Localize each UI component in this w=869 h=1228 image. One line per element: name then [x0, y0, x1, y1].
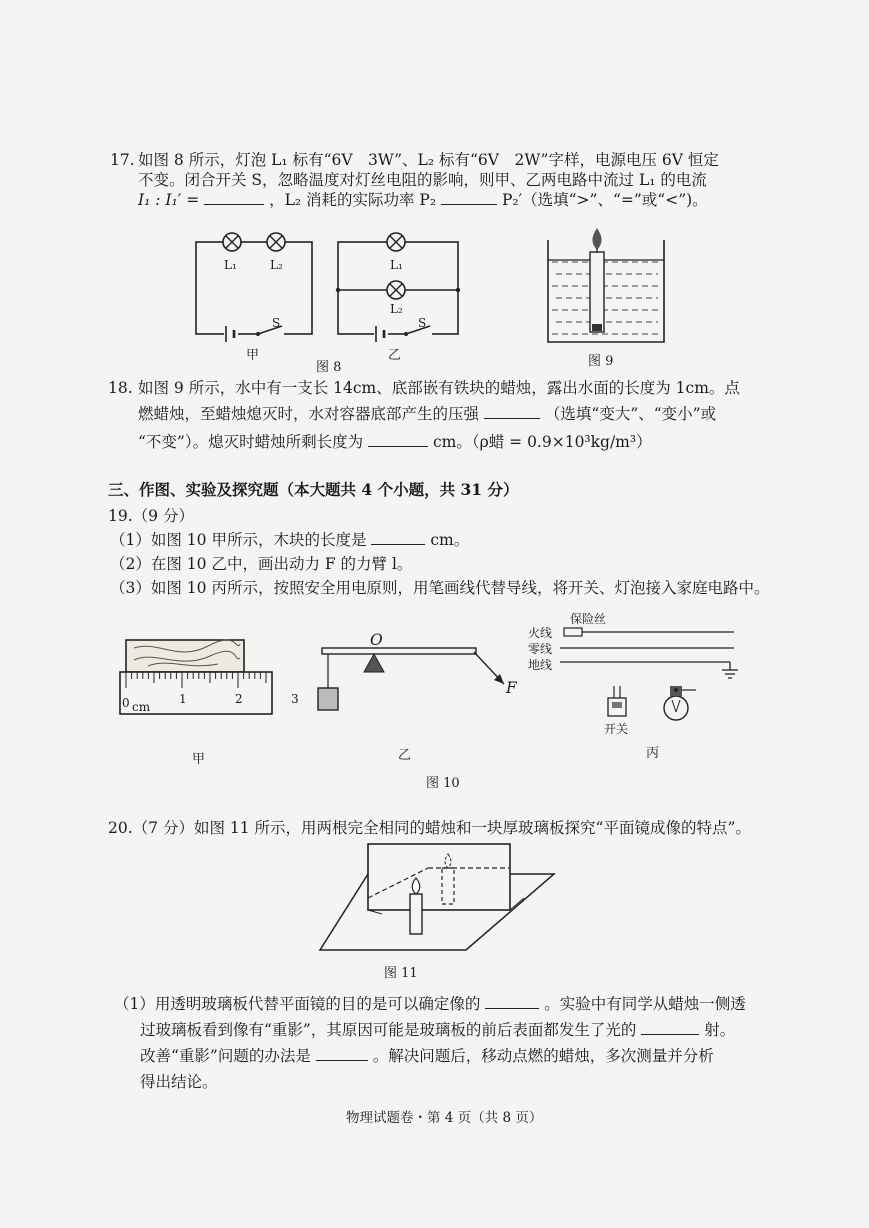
q20-1-line1-tail: 。实验中有同学从蜡烛一侧透	[544, 995, 746, 1013]
ruler-3-minus: 2	[235, 692, 243, 706]
q17-line1: 如图 8 所示，灯泡 L₁ 标有“6V 3W”、L₂ 标有“6V 2W”字样，电源电压 6V 恒定	[138, 151, 719, 169]
q20-1-line2	[140, 1020, 735, 1040]
fig8-jia-l2: L₂	[270, 258, 283, 272]
q17-number: 17.	[110, 151, 135, 169]
q19-blank-length[interactable]	[371, 530, 425, 545]
fig8-yi-l2: L₂	[390, 302, 403, 316]
ruler-3: 3	[291, 692, 299, 706]
fig8-yi-s: S	[418, 316, 427, 330]
q17-choice-hint: P₂′（选填“>”、“=”或“<”)。	[501, 191, 708, 209]
fig10-yi: 乙	[398, 748, 412, 763]
q17-power-label: ，L₂ 消耗的实际功率 P₂	[269, 191, 437, 209]
fig8-yi-label: 乙	[388, 348, 402, 363]
q19-part1	[110, 530, 469, 550]
q20-1-line3-text: 改善“重影”问题的办法是	[140, 1047, 311, 1065]
ruler-unit: cm	[132, 700, 151, 714]
q20-intro: 20.（7 分）如图 11 所示，用两根完全相同的蜡烛和一块厚玻璃板探究“平面镜成像的特点”。	[108, 819, 751, 837]
fig8-yi-l1: L₁	[390, 258, 403, 272]
fig8-jia-s: S	[272, 316, 281, 330]
q20-1-line3-tail: 。解决问题后，移动点燃的蜡烛，多次测量并分析	[372, 1047, 714, 1065]
q20-blank-image[interactable]	[485, 994, 539, 1009]
fig11-caption: 图 11	[384, 966, 418, 981]
q20-1-line2-tail: 射。	[704, 1021, 736, 1039]
q18-number: 18.	[108, 379, 133, 397]
fig8-circuit-yi	[334, 230, 464, 350]
fig10-jia: 甲	[192, 752, 206, 767]
q19-part1-unit: cm。	[430, 531, 470, 549]
q20-1-line4: 得出结论。	[140, 1073, 218, 1091]
q19-number: 19.（9 分）	[108, 507, 194, 525]
fig11-mirror-setup	[318, 840, 558, 958]
q20-1-line1	[114, 994, 746, 1014]
q17-line3	[138, 190, 708, 210]
neutral-wire-label: 零线	[528, 642, 553, 656]
q17-ratio-label: I₁ : I₁′ =	[138, 191, 200, 209]
q18-line3-text: “不变”）。熄灭时蜡烛所剩长度为	[138, 433, 364, 451]
q20-1-line2-text: 过玻璃板看到像有“重影”，其原因可能是玻璃板的前后表面都发生了光的	[140, 1021, 637, 1039]
fig8-jia-label: 甲	[246, 348, 260, 363]
q18-line2	[138, 404, 716, 424]
ruler-0: 0	[122, 696, 130, 710]
q19-part1-text: （1）如图 10 甲所示，木块的长度是	[110, 531, 367, 549]
page-footer: 物理试题卷・第 4 页（共 8 页）	[346, 1110, 543, 1126]
fig10-bing: 丙	[646, 746, 660, 761]
q18-line3	[138, 432, 652, 452]
q19-part3: （3）如图 10 丙所示，按照安全用电原则，用笔画线代替导线，将开关、灯泡接入家庭电路中。	[110, 579, 770, 597]
fig9-candle-container	[546, 224, 666, 344]
fig10-household-circuit	[560, 616, 750, 740]
q17-blank-ratio[interactable]	[204, 190, 264, 205]
q20-blank-reflection[interactable]	[641, 1020, 699, 1035]
q17-line2: 不变。闭合开关 S，忽略温度对灯丝电阻的影响，则甲、乙两电路中流过 L₁ 的电流	[138, 171, 707, 189]
q18-blank-pressure[interactable]	[484, 404, 540, 419]
q20-1-line1-text: （1）用透明玻璃板代替平面镜的目的是可以确定像的	[114, 995, 481, 1013]
fig10-lever	[310, 638, 520, 728]
q18-blank-length[interactable]	[368, 432, 428, 447]
fuse-label: 保险丝	[570, 612, 607, 626]
lever-force-f: F	[506, 679, 517, 697]
switch-label: 开关	[604, 722, 629, 736]
fig10-caption: 图 10	[426, 776, 460, 791]
ruler-1: 1	[179, 692, 187, 706]
q18-line2-hint: （选填“变大”、“变小”或	[544, 405, 717, 423]
q18-line1: 如图 9 所示，水中有一支长 14cm、底部嵌有铁块的蜡烛，露出水面的长度为 1cm。点	[138, 379, 740, 397]
fig8-jia-l1: L₁	[224, 258, 237, 272]
fig8-circuit-jia	[190, 230, 320, 350]
q20-blank-method[interactable]	[316, 1046, 368, 1061]
ground-wire-label: 地线	[528, 658, 553, 672]
q17-blank-compare[interactable]	[441, 190, 497, 205]
fig9-caption: 图 9	[588, 354, 614, 369]
q19-part2: （2）在图 10 乙中，画出动力 F 的力臂 l。	[110, 555, 413, 573]
lever-pivot-o: O	[370, 631, 383, 649]
q18-line2-text: 燃蜡烛，至蜡烛熄灭时，水对容器底部产生的压强	[138, 405, 480, 423]
q20-1-line3	[140, 1046, 714, 1066]
section3-title: 三、作图、实验及探究题（本大题共 4 个小题，共 31 分）	[108, 480, 519, 499]
q18-line3-tail: cm。（ρ蜡 = 0.9×10³kg/m³）	[432, 433, 652, 451]
live-wire-label: 火线	[528, 626, 553, 640]
fig8-caption: 图 8	[316, 360, 342, 375]
